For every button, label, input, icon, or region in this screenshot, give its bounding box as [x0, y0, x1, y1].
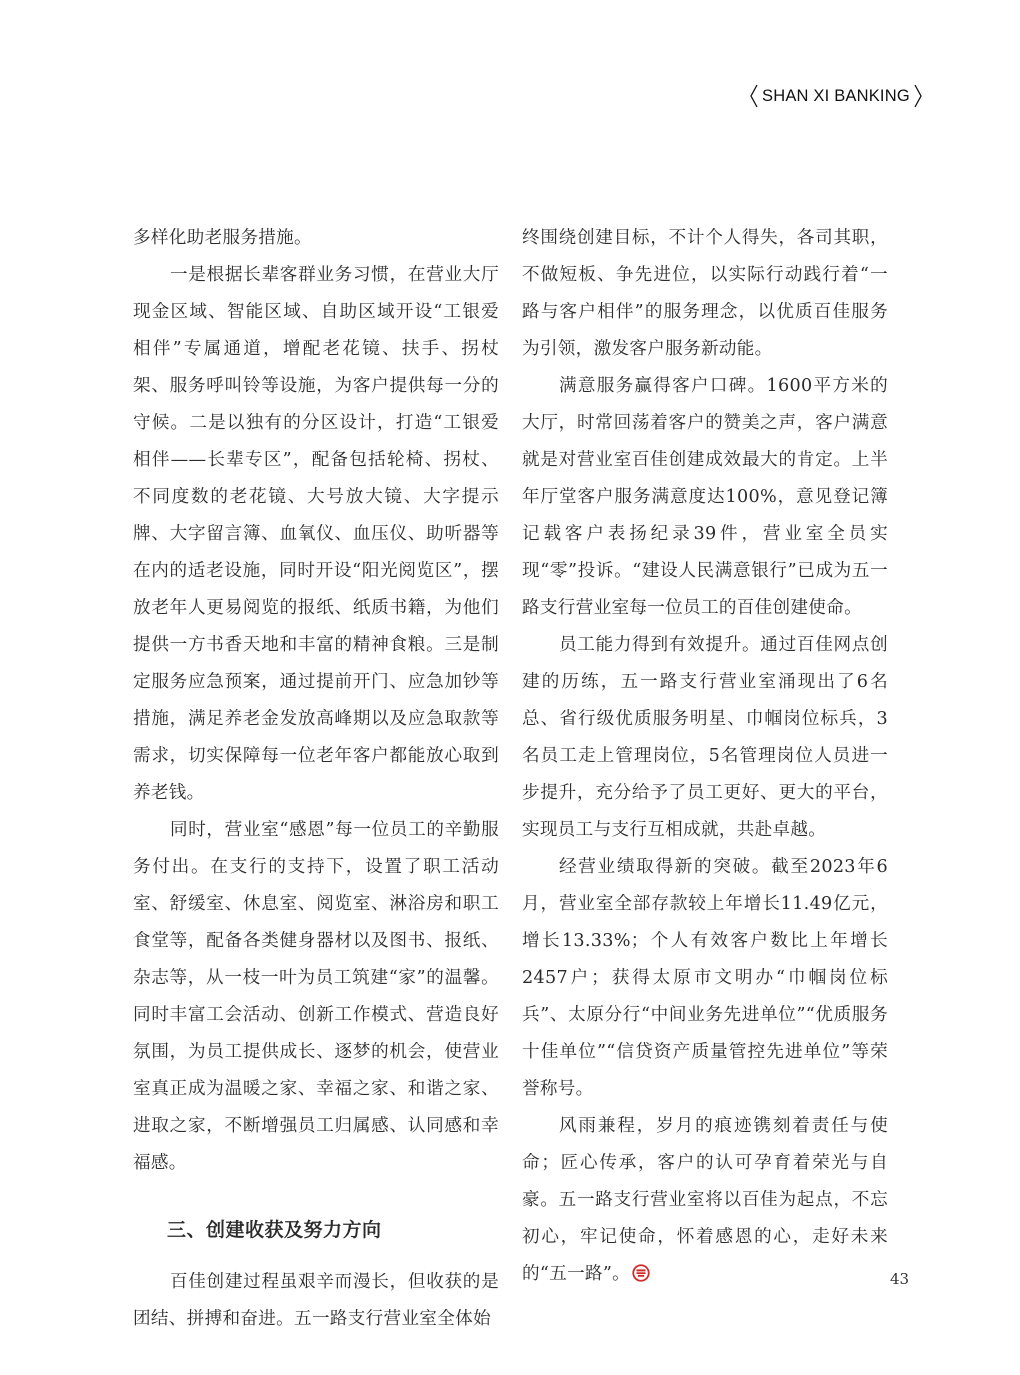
right-column — [522, 220, 888, 1293]
paragraph-text: 风雨兼程，岁月的痕迹镌刻着责任与使命；匠心传承，客户的认可孕育着荣光与自豪。五一路支行营业室将以百佳为起点，不忘初心，牢记使命，怀着感恩的心，走好未来的“五一路”。 — [522, 1116, 888, 1284]
paragraph: 终围绕创建目标，不计个人得失，各司其职，不做短板、争先进位，以实际行动践行着“一路与客户相伴”的服务理念，以优质百佳服务为引领，激发客户服务新动能。 — [522, 228, 888, 359]
left-column — [133, 220, 499, 1338]
paragraph: 满意服务赢得客户口碑。1600平方米的大厅，时常回荡着客户的赞美之声，客户满意就是对营业室百佳创建成效最大的肯定。上半年厅堂客户服务满意度达100%，意见登记簿记载客户表扬纪录39件，营业室全员实现“零”投诉。“建设人民满意银行”已成为五一路支行营业室每一位员工的百佳创建使命。 — [522, 376, 888, 618]
bracket-right-icon — [914, 84, 923, 108]
bracket-left-icon — [749, 84, 758, 108]
paragraph: 百佳创建过程虽艰辛而漫长，但收获的是团结、拼搏和奋进。五一路支行营业室全体始 — [133, 1272, 499, 1329]
magazine-name: SHAN XI BANKING — [762, 86, 910, 105]
paragraph: 员工能力得到有效提升。通过百佳网点创建的历练，五一路支行营业室涌现出了6名总、省行级优质服务明星、巾帼岗位标兵，3名员工走上管理岗位，5名管理岗位人员进一步提升，充分给予了员工更好、更大的平台，实现员工与支行互相成就，共赴卓越。 — [522, 635, 888, 840]
article-end-icon — [632, 1264, 650, 1282]
magazine-header-tag — [749, 84, 923, 108]
paragraph-final — [522, 1108, 888, 1293]
paragraph: 多样化助老服务措施。 — [133, 228, 312, 248]
section-heading: 三、创建收获及努力方向 — [167, 1219, 382, 1241]
paragraph: 同时，营业室“感恩”每一位员工的辛勤服务付出。在支行的支持下，设置了职工活动室、舒缓室、休息室、阅览室、淋浴房和职工食堂等，配备各类健身器材以及图书、报纸、杂志等，从一枝一叶为员工筑建“家”的温馨。同时丰富工会活动、创新工作模式、营造良好氛围，为员工提供成长、逐梦的机会，使营业室真正成为温暖之家、幸福之家、和谐之家、进取之家，不断增强员工归属感、认同感和幸福感。 — [133, 820, 499, 1173]
paragraph: 一是根据长辈客群业务习惯，在营业大厅现金区域、智能区域、自助区域开设“工银爱相伴”专属通道，增配老花镜、扶手、拐杖架、服务呼叫铃等设施，为客户提供每一分的守候。二是以独有的分区设计，打造“工银爱相伴——长辈专区”，配备包括轮椅、拐杖、不同度数的老花镜、大号放大镜、大字提示牌、大字留言簿、血氧仪、血压仪、助听器等在内的适老设施，同时开设“阳光阅览区”，摆放老年人更易阅览的报纸、纸质书籍，为他们提供一方书香天地和丰富的精神食粮。三是制定服务应急预案，通过提前开门、应急加钞等措施，满足养老金发放高峰期以及应急取款等需求，切实保障每一位老年客户都能放心取到养老钱。 — [133, 265, 499, 803]
paragraph: 经营业绩取得新的突破。截至2023年6月，营业室全部存款较上年增长11.49亿元，增长13.33%；个人有效客户数比上年增长2457户；获得太原市文明办“巾帼岗位标兵”、太原分行“中间业务先进单位”“优质服务十佳单位”“信贷资产质量管控先进单位”等荣誉称号。 — [522, 857, 888, 1099]
page-number: 43 — [890, 1270, 910, 1288]
